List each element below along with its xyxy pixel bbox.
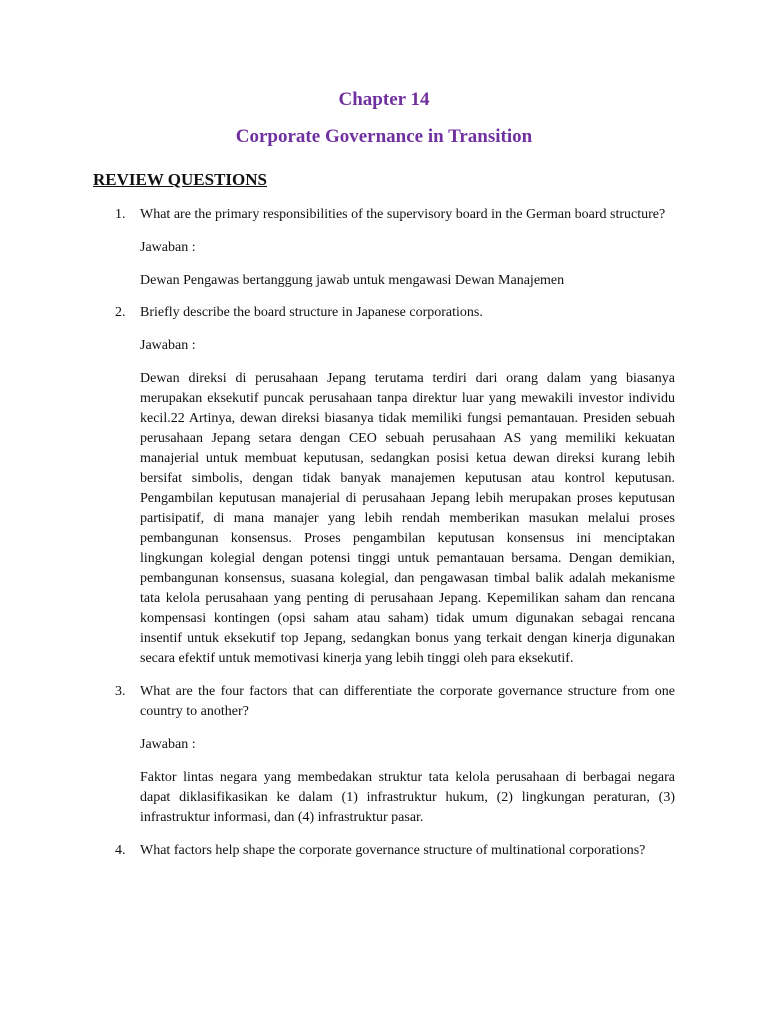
question-item-4 bbox=[93, 841, 675, 861]
answer-text: Faktor lintas negara yang membedakan struktur tata kelola perusahaan di berbagai negara dapat diklasifikasikan ke dalam (1) infrastruktur hukum, (2) lingkungan peraturan, (3) infrastruktur informasi, dan (4) infrastruktur pasar. bbox=[140, 770, 675, 825]
chapter-number: Chapter 14 bbox=[338, 89, 430, 110]
answer-label: Jawaban : bbox=[140, 737, 196, 752]
question-text: What are the four factors that can differentiate the corporate governance structure from one country to another? bbox=[140, 684, 675, 719]
answer-label: Jawaban : bbox=[140, 338, 196, 353]
question-item-2 bbox=[93, 303, 675, 669]
question-item-3 bbox=[93, 682, 675, 828]
section-heading: REVIEW QUESTIONS bbox=[93, 170, 267, 189]
chapter-title: Corporate Governance in Transition bbox=[235, 126, 533, 147]
question-number: 1. bbox=[115, 207, 126, 222]
question-item-1 bbox=[93, 205, 675, 291]
question-text: What factors help shape the corporate governance structure of multinational corporations? bbox=[140, 843, 646, 858]
question-list bbox=[93, 205, 675, 861]
answer-text: Dewan direksi di perusahaan Jepang terutama terdiri dari orang dalam yang biasanya merupakan eksekutif puncak perusahaan tanpa direktur luar yang mewakili investor individu kecil.22 Artinya, dewan direksi biasanya tidak memiliki fungsi pemantauan. Presiden sebuah perusahaan Jepang setara dengan CEO sebuah perusahaan AS yang memiliki kekuatan manajerial untuk membuat keputusan, sedangkan posisi ketua dewan direksi kurang lebih bersifat simbolis, dengan tidak banyak manajemen keputusan atau kontrol keputusan. Pengambilan keputusan manajerial di perusahaan Jepang lebih merupakan proses keputusan partisipatif, di mana manajer yang lebih rendah memberikan masukan melalui proses pembangunan konsensus. Proses pengambilan keputusan konsensus ini menciptakan lingkungan kolegial dengan potensi tinggi untuk pemantauan bersama. Dengan demikian, pembangunan konsensus, suasana kolegial, dan pengawasan timbal balik adalah mekanisme tata kelola perusahaan yang penting di perusahaan Jepang. Kepemilikan saham dan rencana kompensasi kontingen (opsi saham atau saham) tidak umum digunakan sebagai rencana insentif untuk eksekutif top Jepang, sedangkan bonus yang terkait dengan kinerja digunakan secara efektif untuk memotivasi kinerja yang lebih tinggi oleh para eksekutif. bbox=[140, 371, 675, 666]
question-number: 4. bbox=[115, 843, 126, 858]
question-text: Briefly describe the board structure in Japanese corporations. bbox=[140, 305, 483, 320]
answer-label: Jawaban : bbox=[140, 240, 196, 255]
question-number: 3. bbox=[115, 684, 126, 699]
question-text: What are the primary responsibilities of the supervisory board in the German board structure? bbox=[140, 207, 666, 222]
answer-text: Dewan Pengawas bertanggung jawab untuk mengawasi Dewan Manajemen bbox=[140, 273, 565, 288]
question-number: 2. bbox=[115, 305, 126, 320]
